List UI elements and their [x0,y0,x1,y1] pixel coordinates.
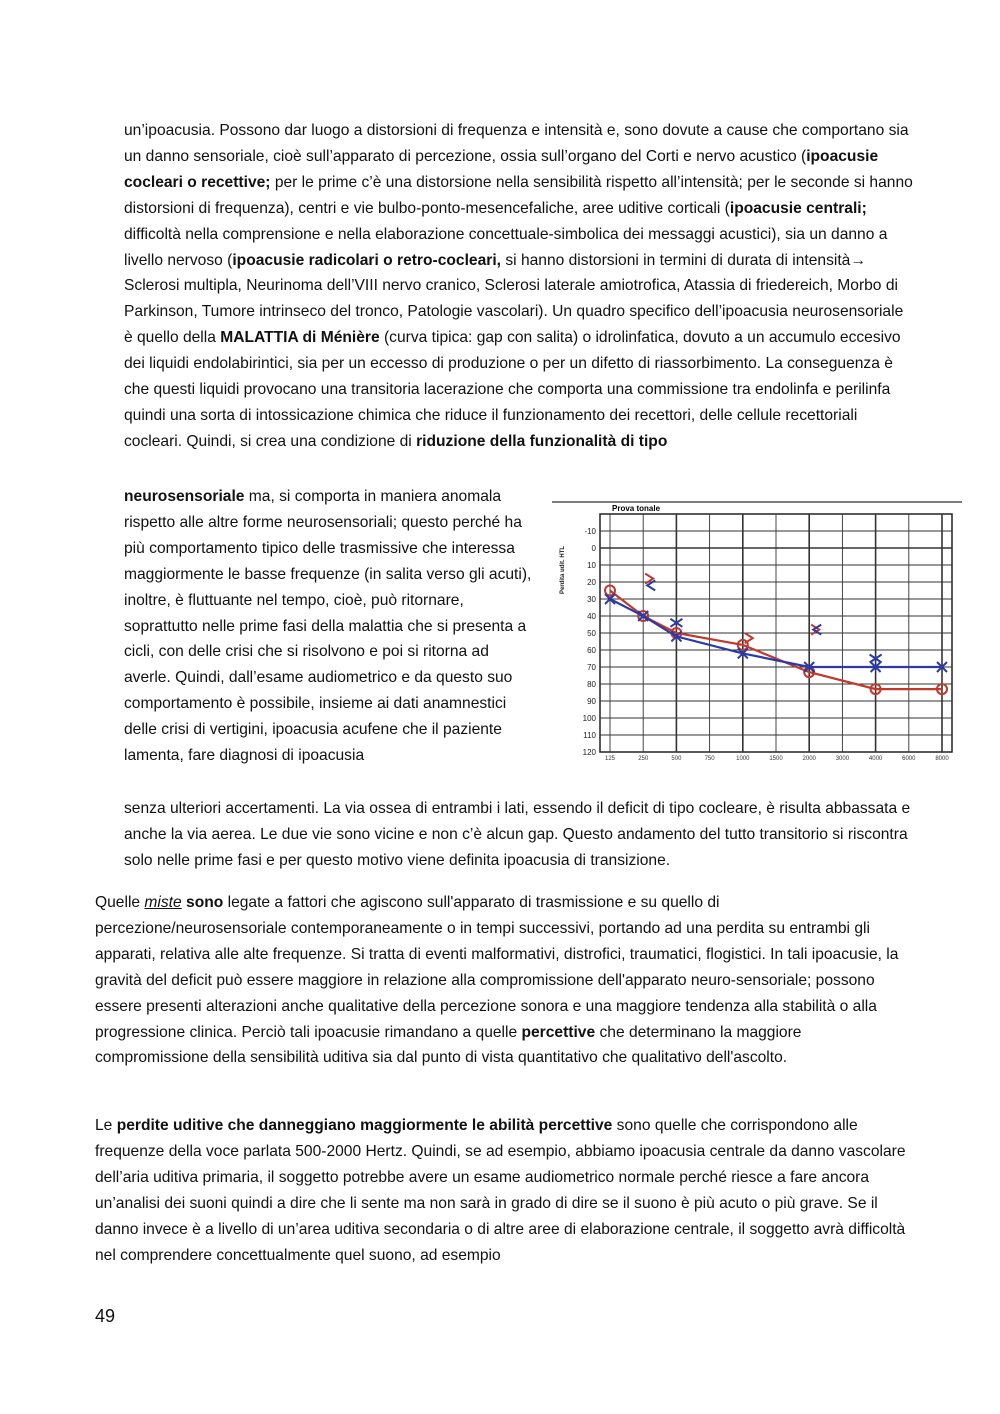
chart-title: Prova tonale [612,504,661,513]
x-tick-label: 3000 [835,756,850,762]
bold-term: ipoacusie centrali; [729,199,867,217]
y-tick-label: 0 [591,544,596,553]
paragraph-miste [95,890,915,1071]
x-tick-label: 500 [671,756,682,762]
x-tick-label: 2000 [802,756,816,762]
text-span: per le prime c’è una distorsione nella sensibilità rispetto all’intensità; per le seconde si hanno distorsioni di frequenza), centri e vie bulbo-ponto-mesencefaliche, aree uditive corticali ( [124,173,913,217]
text-span: senza ulteriori accertamenti. La via ossea di entrambi i lati, essendo il deficit di tipo cocleare, è risulta abbassata e anche la via aerea. Le due vie sono vicine e non c’è alcun gap. Questo andamento del tutto transitorio si riscontra solo nelle prime fasi e per questo motivo viene definita ipoacusia di transizione. [124,800,911,869]
y-tick-label: 10 [587,561,596,570]
x-tick-label: 8000 [935,756,949,762]
text-span: ma, si comporta in maniera anomala rispetto alle altre forme neurosensoriali; questo perché ha più comportamento tipico delle trasmissive che interessa maggiormente le basse frequenze (in salita verso gli acuti), inoltre, è fluttuante nel tempo, cioè, può ritornare, soprattutto nelle prime fasi della malattia che si presenta a cicli, con delle crisi che si risolvono e poi si ritorna ad averle. Quindi, dall’esame audiometrico e da questo suo comportamento è possibile, insieme ai dati anamnestici delle crisi di vertigini, ipoacusia acufene che il paziente lamenta, fare diagnosi di ipoacusia [124,488,532,765]
y-tick-label: 60 [587,646,596,655]
y-tick-label: 40 [587,612,596,621]
y-tick-label: 100 [582,714,596,723]
y-tick-label: 80 [587,680,596,689]
page-number: 49 [95,1306,116,1326]
x-tick-label: 1000 [736,756,750,762]
bold-term: perdite uditive che danneggiano maggiormente le abilità percettive [116,1117,613,1134]
audiogram-chart [552,500,962,766]
bone-marker [745,633,753,643]
paragraph-meniere-wrap [124,484,534,769]
y-tick-label: 90 [587,697,596,706]
y-tick-label: 50 [587,629,596,638]
text-span: Quelle [95,894,145,911]
text-span: Le [95,1117,117,1134]
arrow-icon: → [850,251,866,269]
x-tick-label: 1500 [769,756,783,762]
x-tick-label: 4000 [868,756,883,762]
bold-term: ipoacusie radicolari o retro-cocleari, [232,251,502,269]
text-span: che determinano la maggiore compromissione della sensibilità uditiva sia dal punto di vista quantitativo che qualitativo dell'ascolto. [95,1023,802,1067]
y-axis-label: Perdita udit. HTL [560,546,566,594]
y-tick-label: 110 [583,731,596,740]
x-tick-label: 250 [638,756,649,762]
text-span: si hanno distorsioni in termini di durata di intensità [501,251,851,269]
text-span: legate a fattori che agiscono sull'apparato di trasmissione e su quello di percezione/neurosensoriale contemporaneamente o in tempi successivi, portando ad una perdita su entrambi gli apparati, relativa alle alte frequenze. Si tratta di eventi malformativi, distrofici, traumatici, flogistici. In tali ipoacusie, la gravità del deficit può essere maggiore in relazione alla compromissione dell'apparato neuro-sensoriale; possono essere presenti alterazioni anche qualitative della percezione sonora e una maggiore tendenza alla stabilità o alla progressione clinica. Perciò tali ipoacusie rimandano a quelle [95,894,899,1041]
bold-term: sono [181,894,224,911]
underlined-term: miste [144,894,182,911]
text-span: (curva tipica: gap con salita) o idrolinfatica, dovuto a un accumulo eccesivo dei liquidi endolabirintici, sia per un eccesso di produzione o per un difetto di riassorbimento. La conseguenza è che questi liquidi provocano una transitoria lacerazione che comporta una commissione tra endolinfa e perilinfa quindi una sorta di intossicazione chimica che riduce il funzionamento dei recettori, delle cellule recettoriali cocleari. Quindi, si crea una condizione di [124,329,901,450]
bold-term: percettive [521,1023,596,1041]
bold-term: MALATTIA di Ménière [220,329,380,347]
text-span: un’ipoacusia. Possono dar luogo a distorsioni di frequenza e intensità e, sono dovute a cause che comportano sia un danno sensoriale, cioè sull’apparato di percezione, ossia sull’organo del Corti e nervo acustico ( [124,122,909,165]
text-span: Sclerosi multipla, Neurinoma dell’VIII nervo cranico, Sclerosi laterale amiotrofica, Atassia di friedereich, Morbo di Parkinson, Tumore intrinseco del tronco, Patologie vascolari). Un quadro specifico dell’ipoacusia neurosensoriale è quello della [124,277,904,347]
bold-term: riduzione della funzionalità di tipo [416,432,668,450]
paragraph-meniere [124,118,914,455]
paragraph-perdite [95,1113,915,1268]
y-tick-label: 30 [587,595,596,604]
y-tick-label: 120 [582,748,596,757]
text-span: sono quelle che corrispondono alle frequenze della voce parlata 500-2000 Hertz. Quindi, se ad esempio, abbiamo ipoacusia centrale da danno vascolare dell’aria uditiva primaria, il soggetto potrebbe avere un esame audiometrico normale perché riesce a fare ancora un’analisi dei suoni quindi a dire che li sente ma non sarà in grado di dire se il suono è più acuto o più grave. Se il danno invece è a livello di un’area uditiva secondaria o di altre aree di elaborazione centrale, il soggetto avrà difficoltà nel comprendere concettualmente quel suono, ad esempio [95,1117,906,1264]
text-span: difficoltà nella comprensione e nella elaborazione concettuale-simbolica dei messaggi acustici), sia un danno a livello nervoso ( [124,225,888,269]
x-tick-label: 6000 [902,756,916,762]
x-tick-label: 125 [604,756,616,762]
y-tick-label: 70 [587,663,596,672]
bold-term: neurosensoriale [124,488,245,505]
x-tick-label: 750 [704,756,715,762]
bold-term: ipoacusie cocleari o recettive; [124,147,879,191]
y-tick-label: -10 [584,527,596,536]
audiogram-svg [552,500,962,766]
paragraph-meniere-end [124,796,914,874]
y-tick-label: 20 [587,578,596,587]
